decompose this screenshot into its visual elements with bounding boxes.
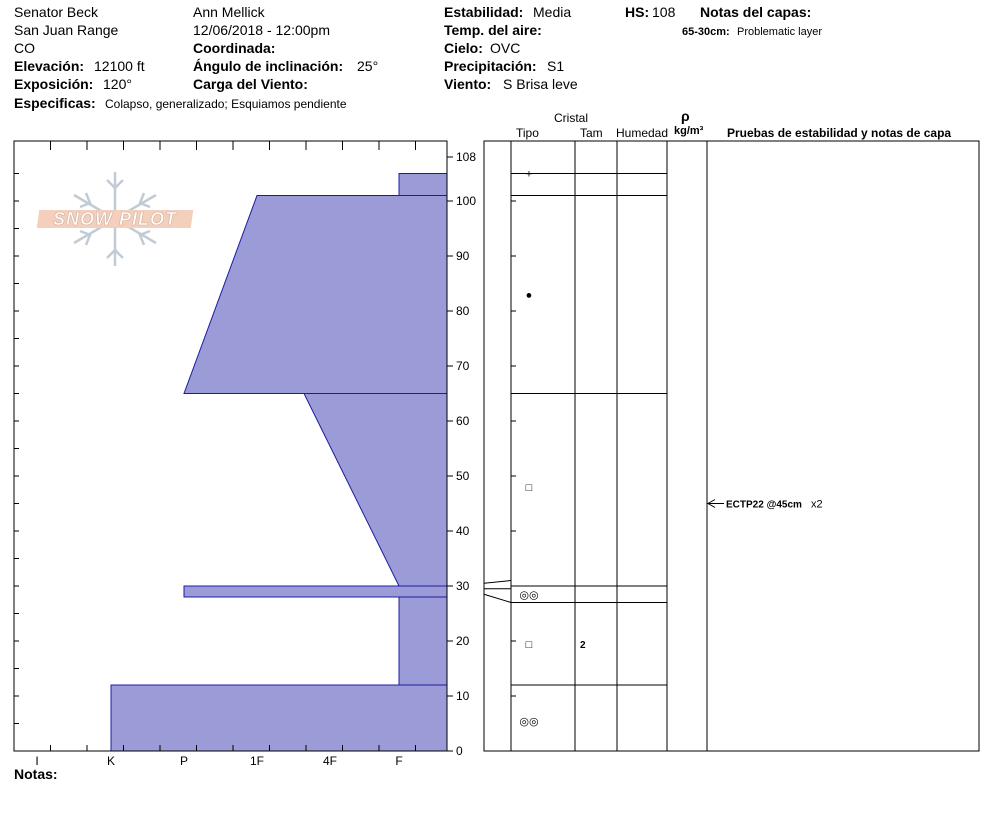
col-density-unit: kg/m³ <box>674 125 704 137</box>
hardness-layer <box>111 685 447 751</box>
x-tick-label: 4F <box>322 754 338 768</box>
wind-load-label: Carga del Viento: <box>193 76 308 92</box>
hardness-layer <box>304 394 447 587</box>
boundary-connector <box>484 581 511 584</box>
boundary-connector <box>484 594 511 602</box>
aspect-value: 120° <box>103 76 132 92</box>
crystal-symbol: ◎◎ <box>519 589 539 602</box>
sky-label: Cielo: <box>444 40 483 56</box>
y-tick-label: 60 <box>456 414 470 428</box>
col-rho: ρ <box>681 108 690 124</box>
col-tipo: Tipo <box>516 126 539 140</box>
datetime: 12/06/2018 - 12:00pm <box>193 22 330 38</box>
hs-label: HS: <box>625 4 650 20</box>
sky-value: OVC <box>490 40 521 56</box>
col-tests: Pruebas de estabilidad y notas de capa <box>727 126 952 140</box>
air-temp-label: Temp. del aire: <box>444 22 542 38</box>
test-result: ECTP22 @45cm <box>726 499 802 511</box>
notes-label: Notas: <box>14 766 58 782</box>
test-count: x2 <box>811 498 823 511</box>
elevation-label: Elevación: <box>14 58 85 74</box>
state: CO <box>14 40 35 56</box>
layer-table-frame <box>484 141 979 751</box>
y-tick-label: 30 <box>456 579 470 593</box>
y-tick-label: 70 <box>456 359 470 373</box>
hardness-layer <box>399 174 447 196</box>
x-tick-label: I <box>35 754 39 768</box>
stability-value: Media <box>533 4 572 20</box>
crystal-symbol: ● <box>525 289 533 302</box>
crystal-symbol: □ <box>525 638 533 651</box>
specifics-value: Colapso, generalizado; Esquiamos pendiente <box>105 97 347 111</box>
range: San Juan Range <box>14 22 119 38</box>
x-tick-label: K <box>106 754 116 768</box>
wind-label: Viento: <box>444 76 492 92</box>
wind-value: S Brisa leve <box>503 76 578 92</box>
col-tam: Tam <box>580 126 603 140</box>
crystal-symbol: ◎◎ <box>519 715 539 728</box>
coord-label: Coordinada: <box>193 40 276 56</box>
observer: Ann Mellick <box>193 4 265 20</box>
location: Senator Beck <box>14 4 99 20</box>
col-cristal: Cristal <box>554 111 589 125</box>
y-tick-label: 10 <box>456 689 470 703</box>
layer-notes-label: Notas del capas: <box>700 4 812 20</box>
y-tick-label: 80 <box>456 304 470 318</box>
y-tick-label: 100 <box>456 194 477 208</box>
hardness-layer <box>184 196 447 394</box>
x-tick-label: F <box>395 754 403 768</box>
logo-text: SNOW PILOT <box>53 209 177 229</box>
crystal-size: 2 <box>580 639 586 651</box>
precip-value: S1 <box>547 58 565 74</box>
hs-value: 108 <box>652 4 676 20</box>
precip-label: Precipitación: <box>444 58 537 74</box>
y-tick-label: 20 <box>456 634 470 648</box>
crystal-symbol: + <box>525 168 533 181</box>
crystal-symbol: □ <box>525 482 533 494</box>
specifics-label: Especificas: <box>14 95 96 111</box>
slope-label: Ángulo de inclinación: <box>193 58 344 74</box>
elevation-value: 12100 ft <box>94 58 145 74</box>
y-tick-label: 0 <box>456 744 463 758</box>
x-tick-label: 1F <box>249 754 265 768</box>
x-tick-label: P <box>179 754 189 768</box>
y-tick-label: 108 <box>456 150 477 164</box>
slope-value: 25° <box>357 58 379 74</box>
y-tick-label: 50 <box>456 469 470 483</box>
aspect-label: Exposición: <box>14 76 94 92</box>
y-tick-label: 90 <box>456 249 470 263</box>
stability-label: Estabilidad: <box>444 4 524 20</box>
layer-note-text: Problematic layer <box>737 26 822 38</box>
col-humedad: Humedad <box>616 126 669 140</box>
hardness-layer <box>399 597 447 685</box>
y-tick-label: 40 <box>456 524 470 538</box>
snowpilot-logo <box>37 172 194 266</box>
layer-note-range: 65-30cm: <box>682 26 730 38</box>
hardness-layer <box>184 586 447 597</box>
